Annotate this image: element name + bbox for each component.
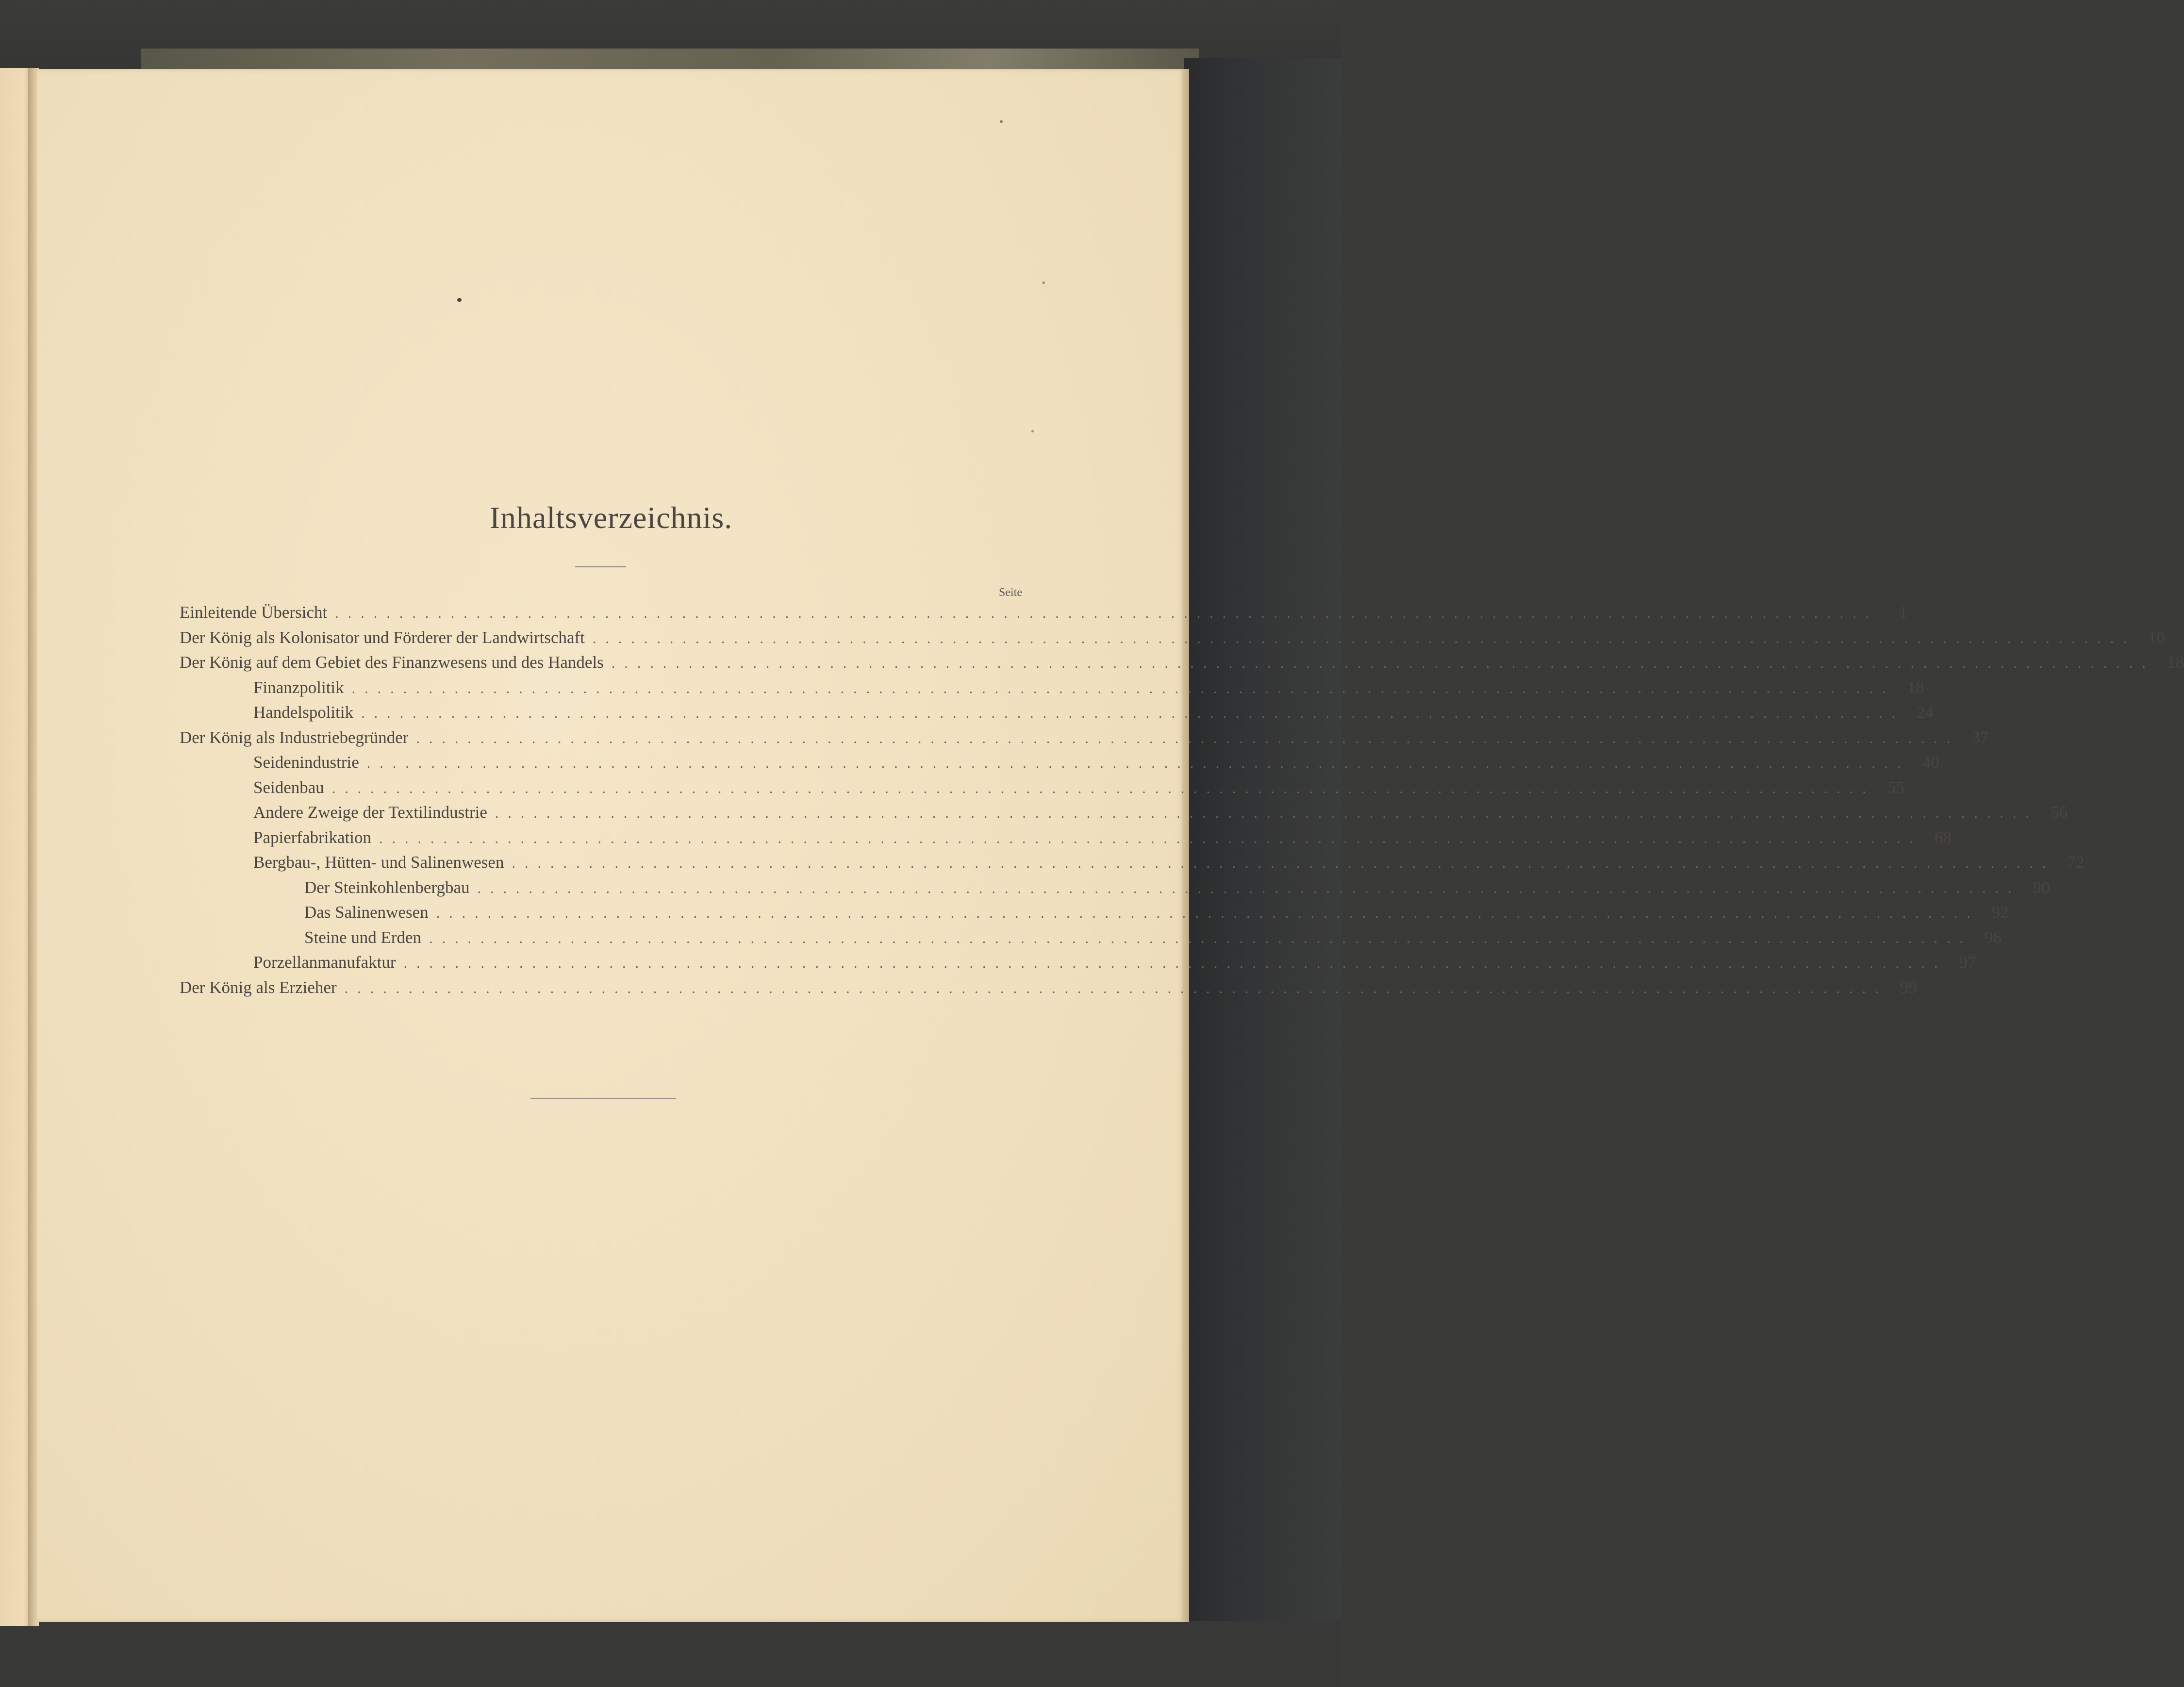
dot-leader: ........................................................................................................................ [344,980,1888,996]
toc-entry [180,953,1976,978]
toc-heading: Inhaltsverzeichnis. [489,500,733,535]
toc-entry-page: 99 [1900,977,1917,997]
toc-entry-page: 24 [1917,703,1934,722]
toc-entry [180,603,1908,628]
toc-entry-title: Porzellanmanufaktur [253,953,396,972]
dot-leader: ........................................................................................................................ [403,955,1947,971]
toc-entry [180,877,2050,903]
toc-entry [180,653,2184,678]
closing-rule [530,1098,676,1099]
toc-entry-page: 37 [1971,728,1989,747]
toc-entry-title: Der König als Industriebegründer [180,728,409,747]
toc-entry [180,927,2002,953]
toc-entry-page: 1 [1899,603,1908,622]
dot-leader: ........................................................................................................................ [477,880,2021,896]
toc-entry [180,827,1952,853]
toc-entry [180,803,2068,828]
dot-leader: ........................................................................................................................ [361,705,1905,721]
toc-entry-title: Seidenbau [253,777,324,797]
toc-entry-title: Das Salinenwesen [304,903,429,922]
dot-leader: ........................................................................................................................ [366,755,1910,771]
dot-leader: ........................................................................................................................ [592,630,2136,646]
toc-entry [180,703,1934,728]
table-of-contents [180,603,2184,1003]
toc-entry-page: 55 [1887,777,1904,797]
toc-entry-page: 68 [1934,827,1952,847]
toc-entry-page: 56 [2050,803,2068,822]
dot-leader: ........................................................................................................................ [436,905,1980,921]
toc-entry-page: 10 [2148,628,2165,647]
dot-leader: ........................................................................................................................ [379,830,1922,846]
toc-entry [180,678,1924,703]
toc-entry [180,728,1989,753]
dot-leader: ........................................................................................................................ [495,805,2038,821]
toc-entry-title: Seidenindustrie [253,753,359,772]
dot-leader: ........................................................................................................................ [512,855,2055,871]
toc-entry [180,753,1939,778]
dot-leader: ........................................................................................................................ [335,605,1879,621]
dot-leader: ........................................................................................................................ [611,655,2155,671]
toc-entry-title: Bergbau-, Hütten- und Salinenwesen [253,853,504,872]
book-cover-top-edge [141,49,1199,72]
paper-speck [1000,120,1003,123]
toc-entry-title: Der Steinkohlenbergbau [304,877,470,897]
paper-speck [457,298,462,302]
toc-entry [180,853,2085,878]
toc-entry-page: 96 [1985,927,2002,947]
toc-entry-page: 92 [1991,903,2009,922]
dot-leader: ........................................................................................................................ [429,930,1973,946]
toc-entry-title: Steine und Erden [304,927,422,947]
toc-entry-page: 72 [2067,853,2085,872]
dot-leader: ........................................................................................................................ [331,780,1875,796]
toc-entry-title: Finanzpolitik [253,678,344,697]
book-cover-bottom [0,1621,1341,1687]
paper-speck [1031,430,1034,432]
toc-entry-page: 18 [2167,653,2184,672]
toc-entry-title: Einleitende Übersicht [180,603,328,622]
toc-entry-title: Der König als Erzieher [180,977,337,997]
toc-entry [180,977,1917,1003]
toc-entry-title: Der König auf dem Gebiet des Finanzwesens und des Handels [180,653,604,672]
toc-entry-page: 97 [1959,953,1976,972]
toc-entry-title: Handelspolitik [253,703,354,722]
toc-entry-title: Papierfabrikation [253,827,371,847]
toc-entry [180,628,2165,653]
dot-leader: ........................................................................................................................ [416,730,1960,746]
toc-entry-title: Andere Zweige der Textilindustrie [253,803,487,822]
toc-entry-page: 40 [1922,753,1939,772]
toc-entry-page: 90 [2033,877,2050,897]
toc-entry [180,903,2009,928]
book-cover-right [1184,58,1341,1687]
toc-entry [180,777,1904,803]
dot-leader: ........................................................................................................................ [351,680,1895,696]
paper-speck [1042,281,1045,284]
heading-rule [575,566,626,567]
toc-entry-title: Der König als Kolonisator und Förderer der Landwirtschaft [180,628,585,647]
page-column-label: Seite [999,586,1022,599]
toc-entry-page: 18 [1907,678,1924,697]
